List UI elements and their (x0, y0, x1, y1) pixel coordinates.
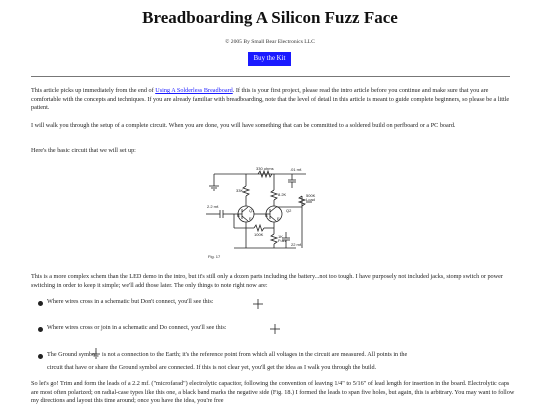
wire-cross-connect-icon (270, 324, 280, 334)
buy-kit-button[interactable]: Buy the Kit (248, 52, 291, 66)
bullet-dot-3 (38, 354, 43, 359)
label-8-2k: 8.2K (278, 192, 287, 197)
bullet-connect: Where wires cross or join in a schematic and Do connect, you'll see this: (47, 324, 227, 331)
copyright-notice: © 2005 By Small Bear Electronics LLC (225, 39, 315, 45)
label-fuzz: Fuzz (278, 238, 287, 243)
bullet-dot-1 (38, 301, 43, 306)
bullet-ground-text-cont: circuit that have or share the Ground symbol are connected. If this is not clear yet, you'll get the idea as I walk you through the build. (47, 364, 377, 371)
label-q2: Q2 (286, 208, 292, 213)
divider (31, 76, 510, 77)
bullet-no-connect: Where wires cross in a schematic but Don't connect, you'll see this: (47, 298, 214, 305)
label-cap-2-2: 2.2 mf. (207, 204, 220, 209)
figure-caption: Fig. 17 (208, 254, 221, 259)
label-1k: 1K (278, 234, 283, 239)
intro-text-after: . If this is your first project, please read the intro article before you continue and make sure that you are comfortable with the concepts and techniques. If you are already familiar with breadboarding, note that the level of detail in this article is meant to guide complete beginners, so please be a little patient. (31, 87, 510, 112)
label-cap-01: .01 mf. (290, 167, 303, 172)
label-base-1: B (237, 213, 240, 218)
fuzz-face-schematic (206, 166, 318, 260)
page-title: Breadboarding A Silicon Fuzz Face (142, 8, 398, 27)
circuit-intro-paragraph: Here's the basic circuit that we will set up: (31, 147, 136, 154)
bullet-ground-label: The Ground symbol (47, 351, 97, 358)
label-100k: 100K (254, 232, 264, 237)
wire-cross-no-connect-icon (253, 299, 263, 309)
label-330-ohms: 330 ohms (256, 166, 274, 171)
ground-symbol-icon (92, 348, 100, 360)
intro-text-before: This article picks up immediately from the end of (31, 87, 156, 94)
walkthrough-paragraph: I will walk you through the setup of a complete circuit. When you are done, you will have something that can be committed to a soldered build on perfboard or a PC board. (31, 122, 456, 129)
label-33k: 33K (236, 188, 244, 193)
label-base-2: B (265, 213, 268, 218)
bullet-dot-2 (38, 327, 43, 332)
label-cap-22: 22 mf. (291, 242, 303, 247)
label-q1: Q1 (249, 208, 255, 213)
label-emitter-2: E (277, 216, 280, 221)
intro-paragraph (31, 87, 516, 113)
label-500k: 500K (306, 193, 316, 198)
label-load: Load (306, 197, 315, 202)
bullet-ground-text: is not a connection to the Earth; it's the reference point from which all voltages in the circuit are measured. All points in the (102, 351, 408, 358)
breadboard-article-link[interactable]: Using A Solderless Breadboard (155, 87, 233, 94)
circuit-notes-paragraph: This is a more complex schem than the LED demo in the intro, but it's still only a dozen parts including the battery...not too tough. I have purposely not included jacks, stomp switch or power switching in order to keep it simple; we'll add those later. The only things to note right now are: (31, 273, 503, 289)
capacitor-paragraph: So let's go! Trim and form the leads of a 2.2 mf. ("microfarad") electrolytic capacitor, following the convention of leaving 1/4" to 5/16" of lead length for insertion in the board. Electrolytic caps are most often polarized; on radial-case types like this one, a black band marks the negative side (Fig. 18.) I formed the leads to span five holes, but again, this is arbitrary. You may want to follow my directions and layout this time around; once you have the idea, you're free (31, 380, 515, 405)
label-emitter-1: E (249, 216, 252, 221)
